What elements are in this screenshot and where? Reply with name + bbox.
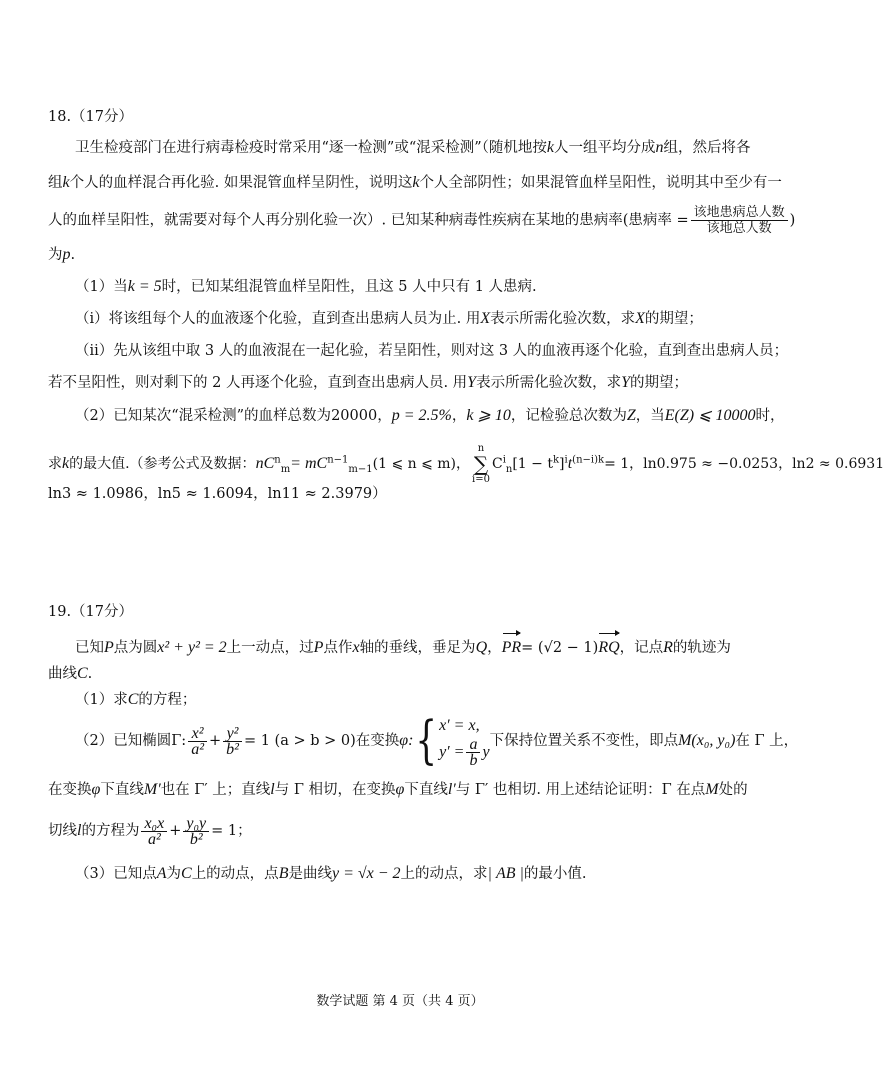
system-brace: {: [415, 711, 438, 771]
q18-intro-line1: 卫生检疫部门在进行病毒检疫时常采用“逐一检测”或“混采检测”（随机地按k人一组平均分成n组，然后将各: [75, 139, 751, 156]
tangent-y-fraction: $\frac{\text{y₀y}}{\text{b²}}$: [183, 816, 209, 847]
q18-intro-line2: 组k个人的血样混合再化验. 如果混管血样呈阴性，说明这k个人全部阴性；如果混管血样呈阳性，说明其中至少有一: [48, 174, 782, 191]
q19-intro-line1: 已知P点为圆x² + y² = 2上一动点，过P点作x轴的垂线，垂足为Q，PR= (√2 − 1)RQ，记点R的轨迹为: [75, 632, 731, 660]
q18-part2-line2: 求k的最大值.（参考公式及数据：$nC^n_m= mC^{n-1}_{m-1}(1$ ⩽ n ⩽ m)，n ∑ $i=0C^i_n[1 - t^k]^it^{(n-i)k}= 1$，ln0.975 ≈ −0.0253，ln2 ≈ 0.6931: [48, 443, 884, 485]
transformation-system: x′ = x, y′ = $\frac{a}{b}$ y: [439, 716, 490, 769]
infection-rate-fraction: $\frac{\text{该地患病总人数}}{\text{该地总人数}}$: [691, 205, 788, 236]
q19-intro-line2: 曲线C.: [48, 665, 93, 682]
q18-part2-line3: ln3 ≈ 1.0986，ln5 ≈ 1.6094，ln11 ≈ 2.3979）: [48, 486, 387, 502]
q18-part1-i: （i）将该组每个人的血液逐个化验，直到查出患病人员为止. 用X表示所需化验次数，求X的期望；: [75, 310, 703, 327]
q19-part1: （1）求C的方程；: [75, 691, 197, 708]
q18-part1-ii-line2: 若不呈阳性，则对剩下的 2 人再逐个化验，直到查出患病人员. 用Y表示所需化验次数，求Y的期望；: [48, 374, 688, 391]
tangent-x-fraction: $\frac{\text{x₀x}}{\text{a²}}$: [141, 816, 167, 847]
q18-intro-line4: 为p.: [48, 246, 76, 263]
q19-part2-line2: 在变换φ下直线M′也在 Γ′ 上；直线l与 Γ 相切，在变换φ下直线l′与 Γ′ 也相切. 用上述结论证明：Γ 在点M处的: [48, 781, 748, 798]
q18-part1-ii-line1: （ii）先从该组中取 3 人的血液混在一起化验，若呈阳性，则对这 3 人的血液再逐个化验，直到查出患病人员；: [75, 343, 789, 359]
vector-rq: RQ: [598, 632, 619, 660]
q19-part2-line1: （2）已知椭圆Γ: $\frac{\text{x²}}{\text{a²}}$ + $\frac{\text{y²}}{\text{b²}}$ = 1 (a > b > 0)在变换φ:{ x′ = x, y′ = $\frac{a}{b}$ y 下保持位置关系不变性，即点M(x₀, y₀)在 Γ 上，: [75, 711, 799, 771]
summation-sign: n ∑ i=0: [472, 443, 490, 485]
ellipse-y-fraction: $\frac{\text{y²}}{\text{b²}}$: [223, 726, 242, 757]
q19-header: 19.（17分）: [48, 604, 134, 620]
q18-part1: （1）当k = 5时，已知某组混管血样呈阳性，且这 5 人中只有 1 人患病.: [75, 278, 537, 295]
q18-part2-line1: （2）已知某次“混采检测”的血样总数为20000，p = 2.5%，k ⩾ 10，记检验总次数为Z，当E(Z) ⩽ 10000时，: [75, 407, 785, 424]
ellipse-x-fraction: $\frac{\text{x²}}{\text{a²}}$: [188, 726, 207, 757]
scale-fraction: $\frac{a}{b}$: [466, 737, 480, 768]
q18-header: 18.（17分）: [48, 109, 134, 125]
page-footer: 数学试题 第 4 页（共 4 页）: [316, 994, 484, 1009]
q19-part2-line3: 切线l的方程为 $\frac{\text{x₀x}}{\text{a²}}$ + $\frac{\text{y₀y}}{\text{b²}}$ = 1；: [48, 814, 252, 848]
vector-pr: PR: [502, 632, 522, 660]
q18-intro-line3: 人的血样呈阳性，就需要对每个人再分别化验一次）. 已知某种病毒性疾病在某地的患病率(患病率 = $\frac{\text{该地患病总人数}}{\text{该地总人数}}$ ): [48, 205, 796, 236]
q19-part3: （3）已知点A为C上的动点，点B是曲线y = √x − 2上的动点，求| AB |的最小值.: [75, 865, 587, 882]
